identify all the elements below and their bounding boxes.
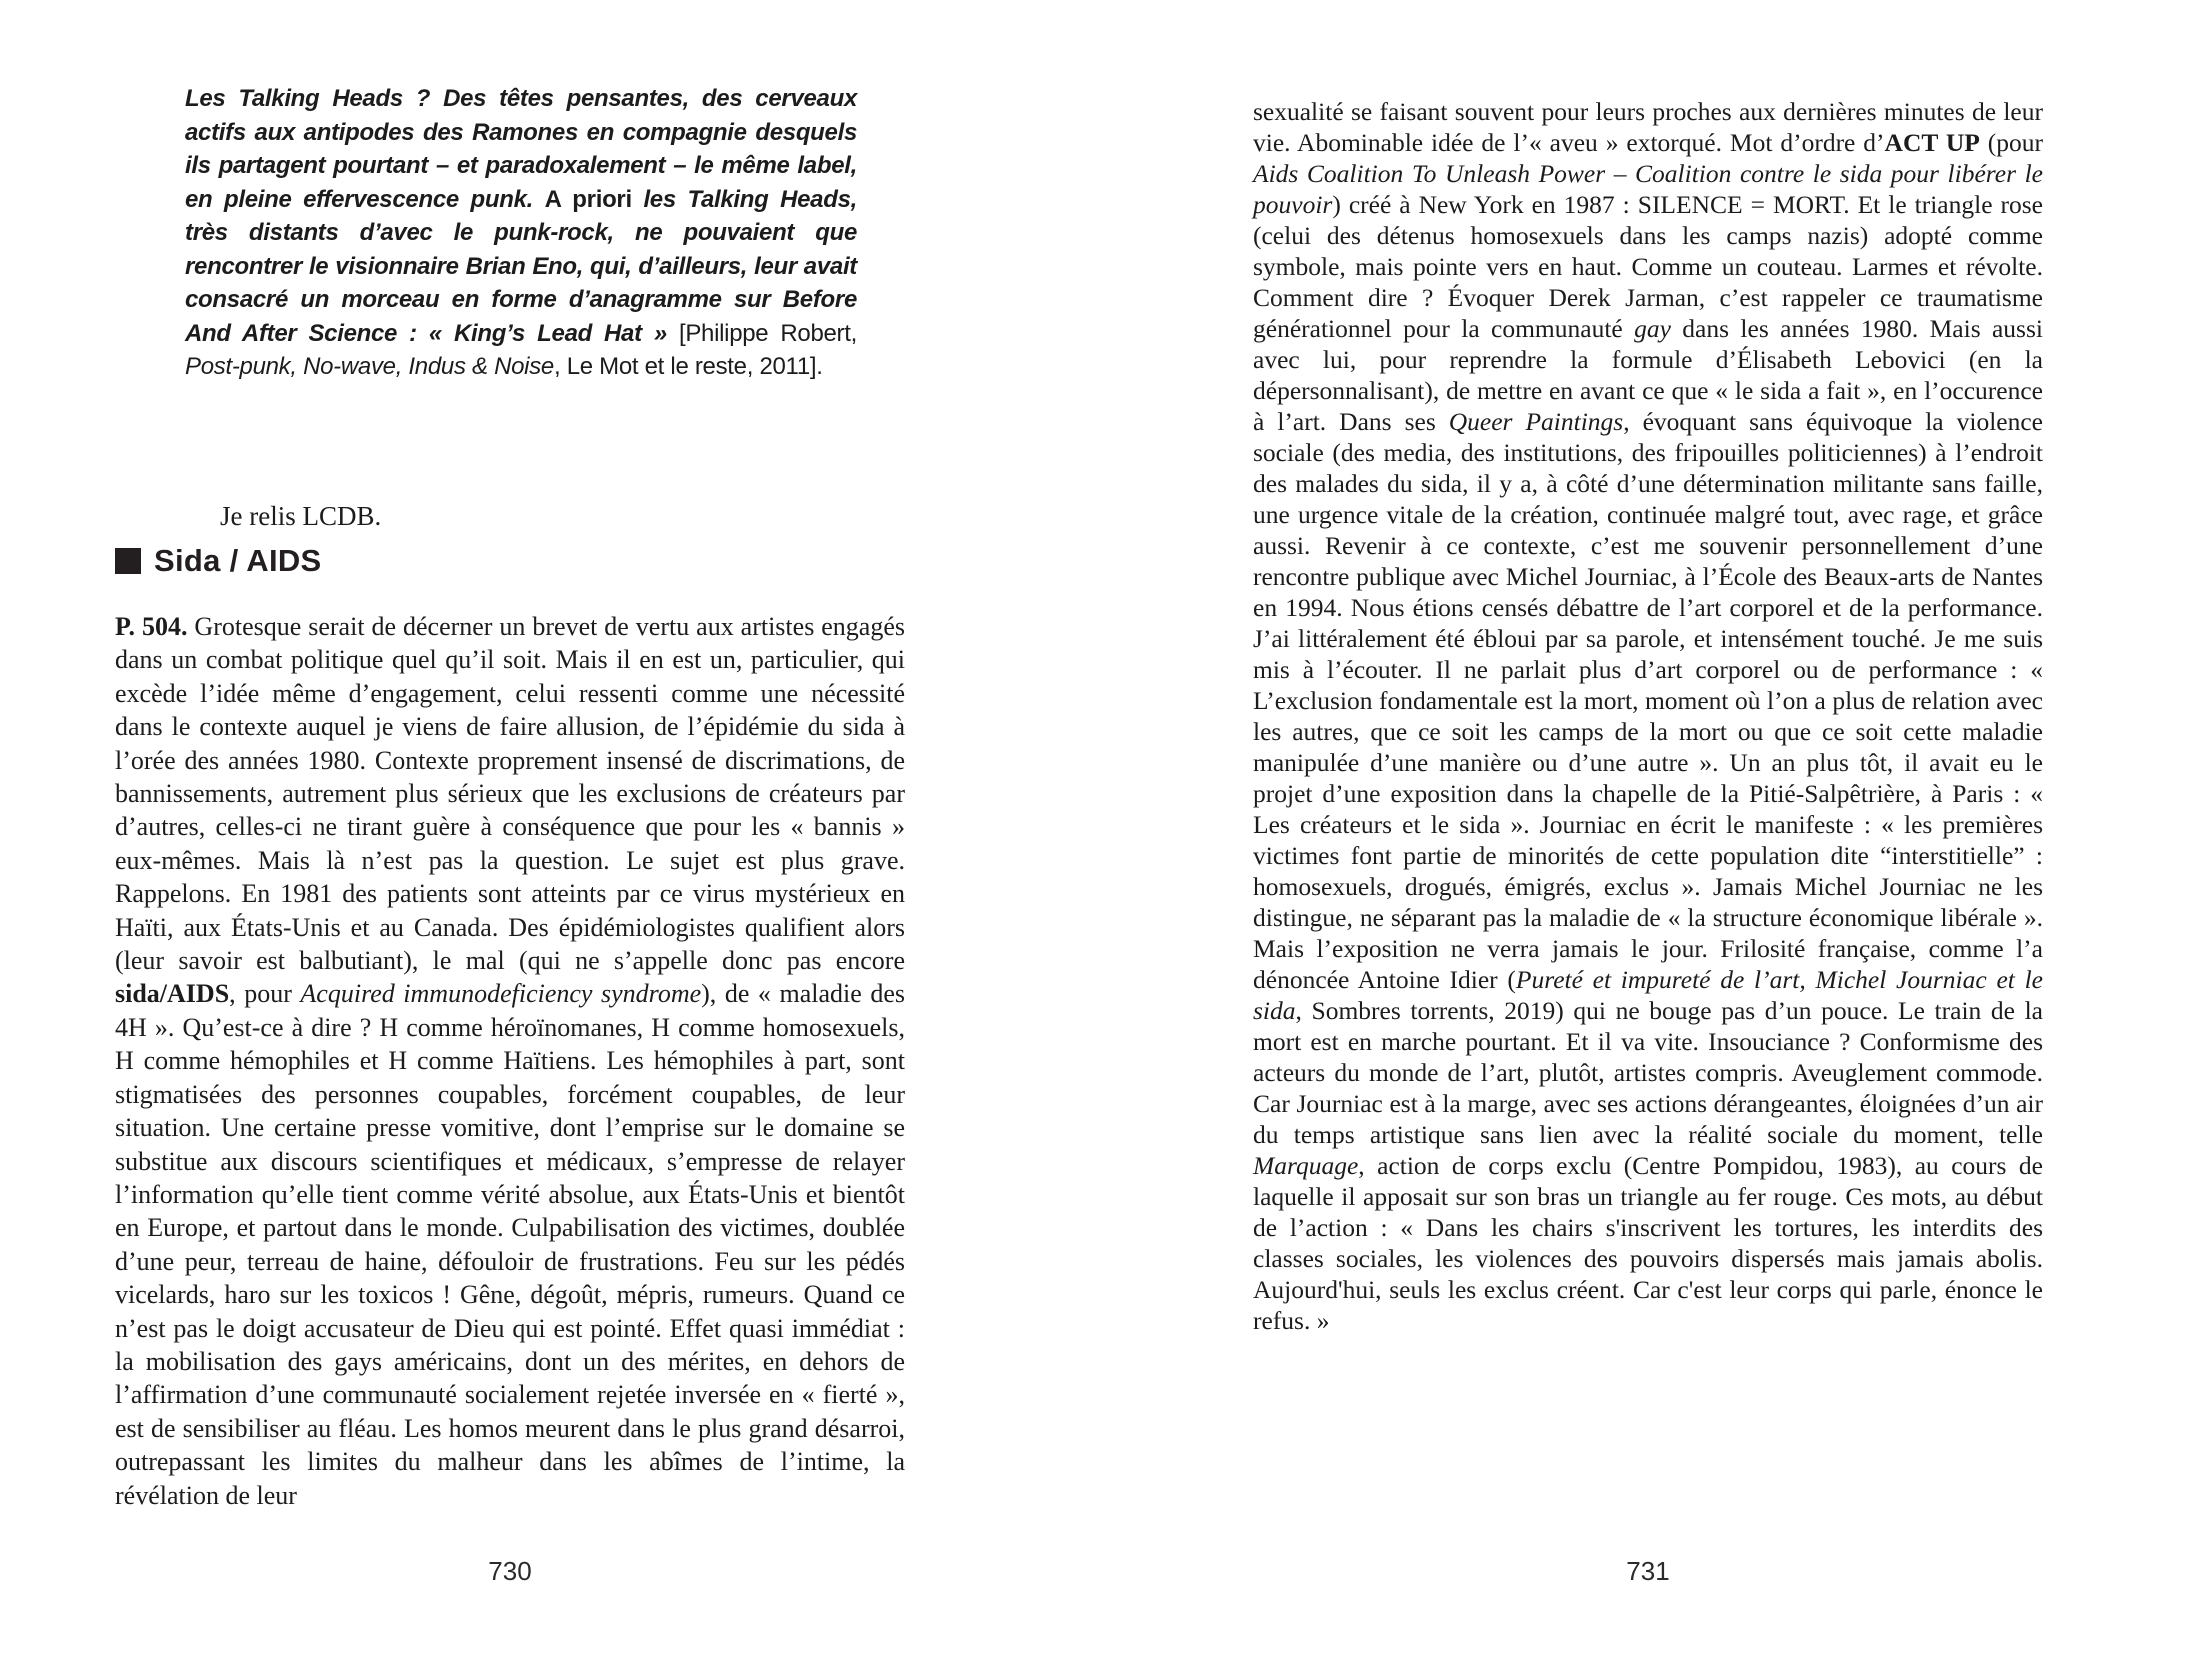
left-body-paragraph: [115, 610, 905, 1512]
text-segment: gay: [1634, 314, 1671, 343]
text-segment: Post-punk, No-wave, Indus & Noise: [185, 353, 554, 380]
text-segment: Les Talking Heads ? Des têtes pensantes, des cerveaux actifs aux antipodes des Ramones en compagnie desquels ils partagent pourtant – et paradoxalement – le même label, en pleine effervescence punk.: [185, 85, 857, 213]
left-page-number: 730: [488, 1556, 532, 1586]
text-segment: ), de « maladie des 4H ». Qu’est-ce à dire ? H comme héroïnomanes, H comme homosexuels, H comme hémophiles et H comme Haïtiens. Les hémophiles à part, sont stigmatisées des personnes coupables, forcément coupables, de leur situation. Une certaine presse vomitive, dont l’emprise sur le domaine se substitue aux discours scientifiques et médicaux, s’empresse de relayer l’information qu’elle tient comme vérité absolue, aux États-Unis et bientôt en Europe, et partout dans le monde. Culpabilisation des victimes, doublée d’une peur, terreau de haine, défouloir de frustrations. Feu sur les pédés vicelards, haro sur les toxicos ! Gêne, dégoût, mépris, rumeurs. Quand ce n’est pas le doigt accusateur de Dieu qui est pointé. Effet quasi immédiat : la mobilisation des gays américains, dont un des mérites, en dehors de l’affirmation d’une communauté socialement rejetée inversée en « fierté », est de sensibiliser au fléau. Les homos meurent dans le plus grand désarroi, outrepassant les limites du malheur dans les abîmes de l’intime, la révélation de leur: [115, 979, 905, 1510]
text-segment: Acquired immunodeficiency syndrome: [300, 979, 702, 1009]
text-segment: , Sombres torrents, 2019) qui ne bouge pas d’un pouce. Le train de la mort est en marche pourtant. Et il va vite. Insouciance ? Conformisme des acteurs du monde de l’art, plutôt, artistes compris. Aveuglement commode. Car Journiac est à la marge, avec ses actions dérangeantes, éloignées d’un air du temps artistique sans lien avec la réalité sociale du moment, telle: [1253, 996, 2043, 1149]
text-segment: sexualité se faisant souvent pour leurs proches aux dernières minutes de leur vie. Abominable idée de l’« aveu » extorqué. Mot d’ordre d’: [1253, 97, 2043, 157]
epigraph-quote: [185, 82, 857, 384]
text-segment: , pour: [229, 979, 301, 1009]
text-segment: , Le Mot et le reste, 2011].: [553, 353, 823, 380]
text-segment: Marquage: [1253, 1151, 1359, 1180]
text-segment: Aids Coalition To Unleash Power – Coalition contre le sida pour libérer le pouvoir: [1253, 159, 2043, 219]
text-segment: Grotesque serait de décerner un brevet de vertu aux artistes engagés dans un combat politique quel qu’il soit. Mais il en est un, particulier, qui excède l’idée même d’engagement, celui ressenti comme une nécessité dans le contexte auquel je viens de faire allusion, de l’épidémie du sida à l’orée des années 1980. Contexte proprement insensé de discrimations, de bannissements, autrement plus sérieux que les exclusions de créateurs par d’autres, celles-ci ne tirant guère à conséquence que pour les « bannis » eux-mêmes. Mais là n’est pas la question. Le sujet est plus grave. Rappelons. En 1981 des patients sont atteints par ce virus mystérieux en Haïti, aux États-Unis et au Canada. Des épidémiologistes qualifient alors (leur savoir est balbutiant), le mal (qui ne s’appelle donc pas encore: [115, 612, 906, 976]
section-heading-label: Sida / AIDS: [154, 543, 322, 578]
right-page-number: 731: [1626, 1556, 1670, 1586]
text-segment: Pureté et impureté de l’art, Michel Journiac et le sida: [1253, 965, 2043, 1025]
text-segment: (pour: [1979, 128, 2044, 157]
section-heading: [115, 543, 322, 579]
intro-paragraph: Je relis LCDB.: [220, 501, 382, 531]
text-segment: Queer Paintings: [1448, 407, 1624, 436]
text-segment: sida/AIDS: [115, 979, 230, 1009]
text-segment: A priori: [544, 185, 644, 213]
text-segment: les Talking Heads, très distants d’avec le punk-rock, ne pouvaient que rencontrer le visionnaire Brian Eno, qui, d’ailleurs, leur avait consacré un morceau en forme d’anagramme sur Before And After Science : « King’s Lead Hat »: [185, 185, 857, 347]
text-segment: P. 504.: [115, 612, 195, 641]
text-segment: , action de corps exclu (Centre Pompidou, 1983), au cours de laquelle il apposait sur son bras un triangle au fer rouge. Ces mots, au début de l’action : « Dans les chairs s'inscrivent les tortures, les interdits des classes sociales, les violences des pouvoirs dispersés mais jamais abolis. Aujourd'hui, seuls les exclus créent. Car c'est leur corps qui parle, énonce le refus. »: [1253, 1151, 2043, 1335]
text-segment: dans les années 1980. Mais aussi avec lui, pour reprendre la formule d’Élisabeth Lebovici (en la dépersonnalisant), de mettre en avant ce que « le sida a fait », en l’occurence à l’art. Dans ses: [1253, 314, 2043, 436]
text-segment: [Philippe Robert,: [678, 319, 857, 347]
text-segment: ) créé à New York en 1987 : SILENCE = MORT. Et le triangle rose (celui des détenus homosexuels dans les camps nazis) adopté comme symbole, mais pointe vers en haut. Comme un couteau. Larmes et révolte. Comment dire ? Évoquer Derek Jarman, c’est rappeler ce traumatisme générationnel pour la communauté: [1253, 190, 2043, 343]
text-segment: , évoquant sans équivoque la violence sociale (des media, des institutions, des fripouilles politiciennes) à l’endroit des malades du sida, il y a, à côté d’une détermination militante sans faille, une urgence vitale de la création, continuée malgré tout, avec rage, et grâce aussi. Revenir à ce contexte, c’est me souvenir personnellement d’une rencontre publique avec Michel Journiac, à l’École des Beaux-arts de Nantes en 1994. Nous étions censés débattre de l’art corporel et de la performance. J’ai littéralement été ébloui par sa parole, et intensément touché. Je me suis mis à l’écouter. Il ne parlait plus d’art corporel ou de performance : « L’exclusion fondamentale est la mort, moment où l’on a plus de relation avec les autres, que ce soit les camps de la mort ou que ce soit cette maladie manipulée d’une manière ou d’une autre ». Un an plus tôt, il avait eu le projet d’une exposition dans la chapelle de la Pitié-Salpêtrière, à Paris : « Les créateurs et le sida ». Journiac en écrit le manifeste : « les premières victimes font partie de minorités de cette population dite “interstitielle” : homosexuels, drogués, émigrés, exclus ». Jamais Michel Journiac ne les distingue, ne séparant pas la maladie de « la structure économique libérale ». Mais l’exposition ne verra jamais le jour. Frilosité française, comme l’a dénoncée Antoine Idier (: [1253, 407, 2043, 994]
text-segment: ACT UP: [1884, 128, 1980, 157]
right-body-paragraph: [1253, 96, 2043, 1336]
section-square-icon: [115, 548, 141, 574]
